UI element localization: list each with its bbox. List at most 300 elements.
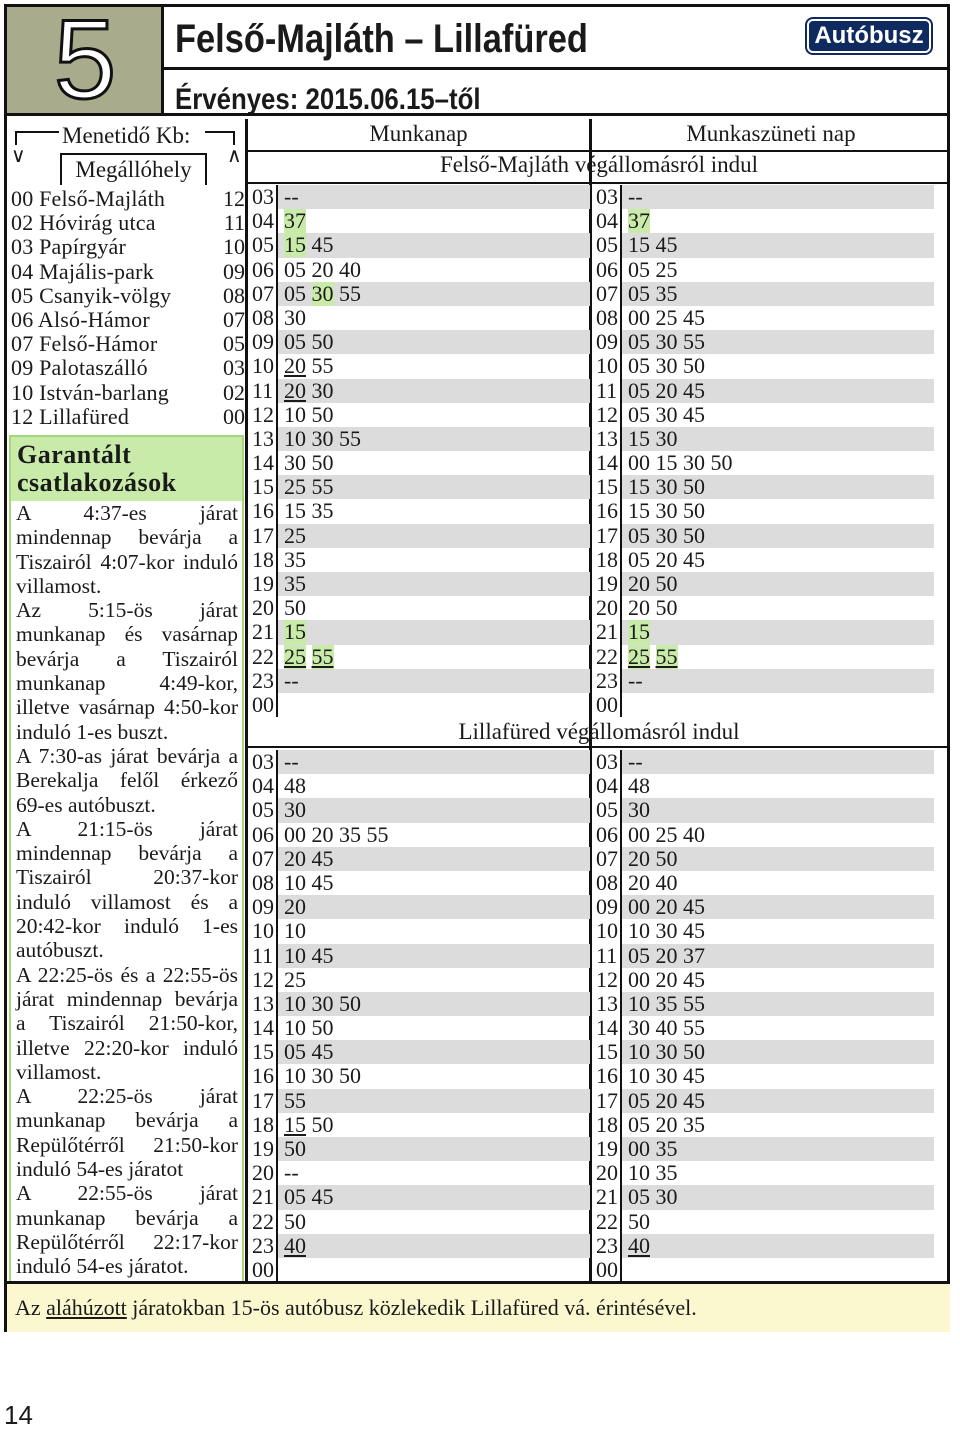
hour-row (250, 185, 590, 209)
stop-travel-time: 02 (223, 379, 245, 405)
departure-minute: 00 (628, 894, 650, 920)
departure-minute: 30 (311, 425, 334, 451)
minutes (622, 798, 934, 822)
hour-label: 21 (250, 1185, 278, 1209)
minutes (278, 548, 590, 572)
departure-minute: 25 (284, 522, 306, 548)
hour-row (250, 1040, 590, 1064)
hour-row (250, 620, 590, 644)
departure-minute: 30 (311, 1063, 334, 1089)
departure-minute: 00 (284, 821, 306, 847)
minutes (278, 798, 590, 822)
hour-label: 06 (594, 823, 622, 847)
departure-minute: 05 (284, 329, 306, 355)
grid-line (245, 746, 950, 748)
departure-minute: 30 (655, 474, 678, 500)
stop-travel-time: 05 (223, 331, 245, 357)
stop-header: Megállóhely (60, 153, 207, 185)
hour-label: 20 (594, 596, 622, 620)
minutes (278, 620, 590, 644)
minutes (278, 645, 590, 669)
departure-minute: 05 (628, 522, 650, 548)
hour-label: 12 (594, 403, 622, 427)
minutes (622, 403, 934, 427)
connection-note: A 22:55-ös járat munkanap bevárja a Repülőtérről 22:17-kor induló 54-es járatot. (16, 1181, 238, 1279)
hour-row (250, 774, 590, 798)
minutes (622, 282, 934, 306)
minutes (278, 499, 590, 523)
minutes (278, 1258, 590, 1282)
departure-minute: 30 (655, 329, 678, 355)
hour-label: 13 (250, 427, 278, 451)
hour-label: 07 (594, 847, 622, 871)
hour-row (594, 1064, 934, 1088)
hour-label: 19 (250, 1137, 278, 1161)
hour-row (250, 1016, 590, 1040)
hour-label: 10 (250, 354, 278, 378)
hour-label: 22 (594, 645, 622, 669)
minutes (278, 669, 590, 693)
hour-row (594, 774, 934, 798)
grid-line (245, 119, 248, 1283)
departure-minute: 25 (655, 304, 678, 330)
departure-minute: 05 (628, 1111, 650, 1137)
hour-label: 10 (594, 919, 622, 943)
hour-row (594, 475, 934, 499)
departure-minute: 45 (683, 401, 705, 427)
connection-notes (11, 501, 242, 1279)
minutes (622, 354, 934, 378)
hour-label: 00 (250, 1258, 278, 1282)
minutes (278, 992, 590, 1016)
departure-minute: 05 (284, 280, 306, 306)
hour-label: 08 (594, 871, 622, 895)
minutes (622, 944, 934, 968)
departure-minute: 45 (683, 546, 705, 572)
departure-minute: 45 (311, 1039, 334, 1065)
hour-label: 09 (250, 330, 278, 354)
dir2-workday-table (250, 750, 590, 1282)
direction-2-title: Lillafüred végállomásról indul (458, 719, 740, 744)
hour-row (250, 847, 590, 871)
minutes (622, 427, 934, 451)
hour-row (594, 992, 934, 1016)
hour-row (250, 1137, 590, 1161)
minutes (622, 1064, 934, 1088)
hour-label: 15 (594, 1040, 622, 1064)
hour-row (594, 185, 934, 209)
hour-label: 17 (594, 524, 622, 548)
departure-minute: 15 (628, 425, 650, 451)
departure-minute: 50 (683, 474, 705, 500)
departure-minute: 30 (655, 918, 678, 944)
departure-minute: -- (284, 184, 299, 209)
hour-row (250, 750, 590, 774)
hour-row (250, 524, 590, 548)
departure-minute: 45 (683, 377, 705, 403)
hour-row (594, 895, 934, 919)
guaranteed-connections (9, 435, 244, 1301)
hour-label: 16 (250, 499, 278, 523)
departure-minute: 50 (311, 1015, 334, 1041)
departure-minute: 10 (628, 990, 650, 1016)
hour-row (250, 693, 590, 717)
minutes (622, 645, 934, 669)
hour-row (594, 944, 934, 968)
hour-label: 13 (250, 992, 278, 1016)
hour-row (250, 1234, 590, 1258)
holiday-header: Munkaszüneti nap (686, 121, 856, 146)
departure-minute: 30 (628, 1015, 650, 1041)
departure-minute: 30 (311, 990, 334, 1016)
minutes (622, 1137, 934, 1161)
departure-minute: 40 (339, 256, 361, 282)
departure-minute: 50 (284, 595, 306, 621)
hour-label: 13 (594, 427, 622, 451)
departure-minute: 55 (284, 1087, 306, 1113)
departure-minute: 50 (683, 522, 705, 548)
departure-minute: 20 (655, 942, 678, 968)
minutes (278, 847, 590, 871)
departure-minute: 30 (655, 1063, 678, 1089)
footer-post: járatokban 15-ös autóbusz közlekedik Lillafüred vá. érintésével. (126, 1295, 697, 1320)
minutes (622, 499, 934, 523)
hour-row (250, 1161, 590, 1185)
connection-note: A 22:25-ös és a 22:55-ös járat mindennap bevárja a Tiszairól 21:50-kor, illetve 22:20-kor induló villamost. (16, 962, 238, 1084)
departure-minute: 15 (284, 1111, 306, 1137)
departure-minute: 20 (628, 571, 650, 596)
minutes (278, 1234, 590, 1258)
minutes (622, 233, 934, 257)
hour-label: 05 (594, 233, 622, 257)
hour-label: 18 (594, 1113, 622, 1137)
hour-label: 09 (250, 895, 278, 919)
departure-minute: 05 (628, 377, 650, 403)
minutes (622, 258, 934, 282)
departure-minute: 35 (284, 546, 306, 572)
hour-label: 04 (594, 209, 622, 233)
departure-minute: 55 (366, 821, 389, 847)
departure-minute: 48 (284, 773, 306, 799)
hour-row (594, 451, 934, 475)
stop-travel-time: 12 (223, 186, 245, 211)
departure-minute: 37 (683, 942, 705, 968)
departure-minute: 05 (628, 401, 650, 427)
departure-minute: 10 (628, 1063, 650, 1089)
stop-row (11, 235, 245, 259)
departure-minute: 15 (284, 498, 306, 524)
departure-minute: 45 (683, 966, 705, 992)
hour-row (250, 645, 590, 669)
departure-minute: 30 (655, 401, 678, 427)
hour-row (594, 968, 934, 992)
departure-minute: 40 (284, 1232, 306, 1258)
hour-row (594, 1089, 934, 1113)
departure-minute: 50 (683, 353, 705, 379)
minutes (278, 968, 590, 992)
valid-from: Érvényes: 2015.06.15–től (175, 83, 481, 116)
stop-name: 10 István-barlang (11, 379, 169, 405)
hour-label: 10 (250, 919, 278, 943)
departure-minute: 10 (628, 1160, 650, 1186)
minutes (622, 895, 934, 919)
hour-row (594, 1016, 934, 1040)
departure-minute: 20 (628, 869, 650, 895)
connection-note: A 21:15-ös járat mindennap bevárja a Tiszairól 20:37-kor induló villamost és a 20:42-kor induló 1-es autóbuszt. (16, 816, 238, 963)
departure-minute: 45 (683, 1063, 705, 1089)
departure-minute: 55 (683, 990, 705, 1016)
minutes (278, 1113, 590, 1137)
departure-minute: 10 (284, 942, 306, 968)
departure-minute: 30 (284, 797, 306, 823)
departure-minute: 48 (628, 773, 650, 799)
hour-row (594, 1234, 934, 1258)
departure-minute: 50 (655, 571, 678, 596)
hour-label: 17 (250, 524, 278, 548)
departure-minute: 35 (284, 571, 306, 596)
minutes (278, 750, 590, 774)
hour-label: 17 (594, 1089, 622, 1113)
stop-row (11, 260, 245, 284)
minutes (622, 572, 934, 596)
stop-travel-time: 09 (223, 258, 245, 284)
hour-row (594, 1161, 934, 1185)
header-bottom-divider (164, 113, 950, 116)
dir2-holiday-table (594, 750, 934, 1282)
stop-name: 07 Felső-Hámor (11, 331, 158, 357)
departure-minute: 00 (628, 1136, 650, 1161)
hour-label: 04 (594, 774, 622, 798)
minutes (278, 693, 590, 717)
workday-header: Munkanap (369, 121, 468, 146)
departure-minute: 00 (628, 304, 650, 330)
departure-minute: 30 (655, 522, 678, 548)
hour-row (594, 1185, 934, 1209)
hour-label: 05 (250, 798, 278, 822)
hour-row (250, 992, 590, 1016)
hour-label: 00 (250, 693, 278, 717)
hour-label: 16 (594, 499, 622, 523)
hour-row (594, 1258, 934, 1282)
stop-row (11, 356, 245, 380)
hour-label: 11 (250, 379, 278, 403)
departure-minute: 50 (683, 1039, 705, 1065)
stop-row (11, 211, 245, 235)
hour-label: 19 (250, 572, 278, 596)
minutes (278, 1210, 590, 1234)
connection-note: Az 5:15-ös járat munkanap és vasárnap bevárja a Tiszairól munkanap 4:49-kor, illetve vasárnap 4:50-kor induló 1-es buszt. (16, 598, 238, 744)
hour-label: 18 (594, 548, 622, 572)
hour-label: 03 (250, 750, 278, 774)
hour-label: 14 (594, 451, 622, 475)
hour-label: 22 (250, 1210, 278, 1234)
hour-label: 20 (594, 1161, 622, 1185)
hour-label: 00 (594, 693, 622, 717)
departure-minute: 10 (284, 918, 306, 944)
departure-minute: 40 (628, 1232, 650, 1258)
hour-label: 04 (250, 209, 278, 233)
hour-label: 15 (594, 475, 622, 499)
departure-minute: 30 (655, 498, 678, 524)
departure-minute: 20 (311, 821, 334, 847)
departure-minute: 50 (339, 1063, 361, 1089)
departure-minute: 25 (655, 256, 678, 282)
departure-minute: 20 (284, 377, 306, 403)
departure-minute: 50 (710, 450, 733, 476)
departure-minute: 55 (339, 425, 361, 451)
departure-minute: 50 (339, 990, 361, 1016)
minutes (278, 1064, 590, 1088)
hour-row (250, 233, 590, 257)
departure-minute: 50 (311, 1111, 334, 1137)
minutes (622, 871, 934, 895)
hour-label: 14 (250, 451, 278, 475)
departure-minute: 50 (311, 329, 334, 355)
hour-row (250, 427, 590, 451)
connection-note: A 22:25-ös járat munkanap bevárja a Repülőtérről 21:50-kor induló 54-es járatot (16, 1084, 238, 1182)
hour-label: 14 (250, 1016, 278, 1040)
departure-minute: 45 (311, 1184, 334, 1210)
departure-minute: 50 (655, 845, 678, 871)
connection-note: A 7:30-as járat bevárja a Berekalja felől érkező 69-es autóbuszt. (16, 743, 238, 817)
hour-row (250, 798, 590, 822)
hour-label: 10 (594, 354, 622, 378)
hour-label: 04 (250, 774, 278, 798)
hour-row (250, 968, 590, 992)
hour-row (594, 847, 934, 871)
departure-minute: 20 (628, 595, 650, 621)
departure-minute: 05 (628, 1087, 650, 1113)
departure-minute: 20 (655, 966, 678, 992)
hour-label: 18 (250, 1113, 278, 1137)
departure-minute: 20 (655, 1111, 678, 1137)
departure-minute: 35 (655, 1136, 678, 1161)
minutes (278, 871, 590, 895)
departure-minute: 55 (311, 474, 334, 500)
minutes (278, 1185, 590, 1209)
departure-minute: 40 (683, 821, 705, 847)
departure-minute: 30 (284, 450, 306, 476)
hour-row (594, 1040, 934, 1064)
hour-row (594, 524, 934, 548)
dir1-workday-table (250, 185, 590, 717)
travel-time-label: Menetidő Kb: (62, 123, 191, 148)
minutes (622, 968, 934, 992)
departure-minute: 00 (628, 966, 650, 992)
departure-minute: 55 (683, 1015, 705, 1041)
departure-minute: 45 (311, 942, 334, 968)
minutes (622, 750, 934, 774)
minutes (278, 1089, 590, 1113)
minutes (622, 669, 934, 693)
hour-row (250, 1258, 590, 1282)
departure-minute: 05 (628, 1184, 650, 1210)
minutes (278, 185, 590, 209)
hour-label: 16 (250, 1064, 278, 1088)
hour-label: 23 (250, 669, 278, 693)
departure-minute: 05 (628, 546, 650, 572)
departure-minute: 05 (628, 942, 650, 968)
hour-row (594, 306, 934, 330)
hour-row (594, 403, 934, 427)
hour-row (594, 693, 934, 717)
hour-row (250, 451, 590, 475)
departure-minute: 50 (284, 1208, 306, 1234)
departure-minute: 10 (284, 425, 306, 451)
departure-minute: 20 (655, 1087, 678, 1113)
stop-travel-time: 07 (223, 306, 245, 332)
hour-label: 15 (250, 1040, 278, 1064)
departure-minute: 10 (628, 1039, 650, 1065)
departure-minute: 00 (628, 821, 650, 847)
stop-name: 02 Hóvirág utca (11, 210, 156, 236)
hour-label: 03 (594, 750, 622, 774)
minutes (278, 475, 590, 499)
hour-row (594, 823, 934, 847)
stop-travel-time: 10 (223, 234, 245, 260)
minutes (622, 774, 934, 798)
departure-minute: 45 (655, 232, 678, 258)
connection-note: A 4:37-es járat mindennap bevárja a Tiszairól 4:07-kor induló villamost. (16, 501, 238, 598)
hour-row (250, 354, 590, 378)
hour-label: 15 (250, 475, 278, 499)
minutes (278, 233, 590, 257)
departure-minute: 30 (311, 377, 334, 403)
stop-name: 04 Majális-park (11, 258, 154, 284)
departure-minute: 50 (683, 498, 705, 524)
hour-row (250, 669, 590, 693)
departure-minute: 35 (655, 990, 678, 1016)
departure-minute: 35 (655, 280, 678, 306)
hour-label: 21 (594, 620, 622, 644)
departure-minute: 35 (683, 1111, 705, 1137)
hour-row (250, 823, 590, 847)
minutes (622, 596, 934, 620)
hour-row (594, 620, 934, 644)
hour-row (250, 1185, 590, 1209)
hour-label: 20 (250, 1161, 278, 1185)
header-divider (164, 67, 950, 70)
minutes (278, 306, 590, 330)
minutes (622, 1185, 934, 1209)
stop-row (11, 308, 245, 332)
minutes (622, 1234, 934, 1258)
departure-minute: 37 (284, 208, 306, 234)
departure-minute: -- (628, 749, 643, 774)
minutes (278, 895, 590, 919)
hour-row (594, 645, 934, 669)
minutes (278, 823, 590, 847)
hour-row (250, 1089, 590, 1113)
hour-row (594, 1113, 934, 1137)
hour-row (594, 330, 934, 354)
departure-minute: 05 (628, 280, 650, 306)
departure-minute: 45 (683, 894, 705, 920)
hour-row (594, 209, 934, 233)
hour-row (250, 572, 590, 596)
departure-minute: 10 (284, 869, 306, 895)
departure-minute: 55 (311, 353, 334, 379)
departure-minute: 05 (284, 256, 306, 282)
hour-label: 05 (250, 233, 278, 257)
stop-travel-time: 03 (223, 355, 245, 381)
minutes (622, 1016, 934, 1040)
minutes (622, 620, 934, 644)
minutes (278, 1040, 590, 1064)
departure-minute: 30 (655, 1039, 678, 1065)
minutes (278, 1016, 590, 1040)
minutes (622, 451, 934, 475)
